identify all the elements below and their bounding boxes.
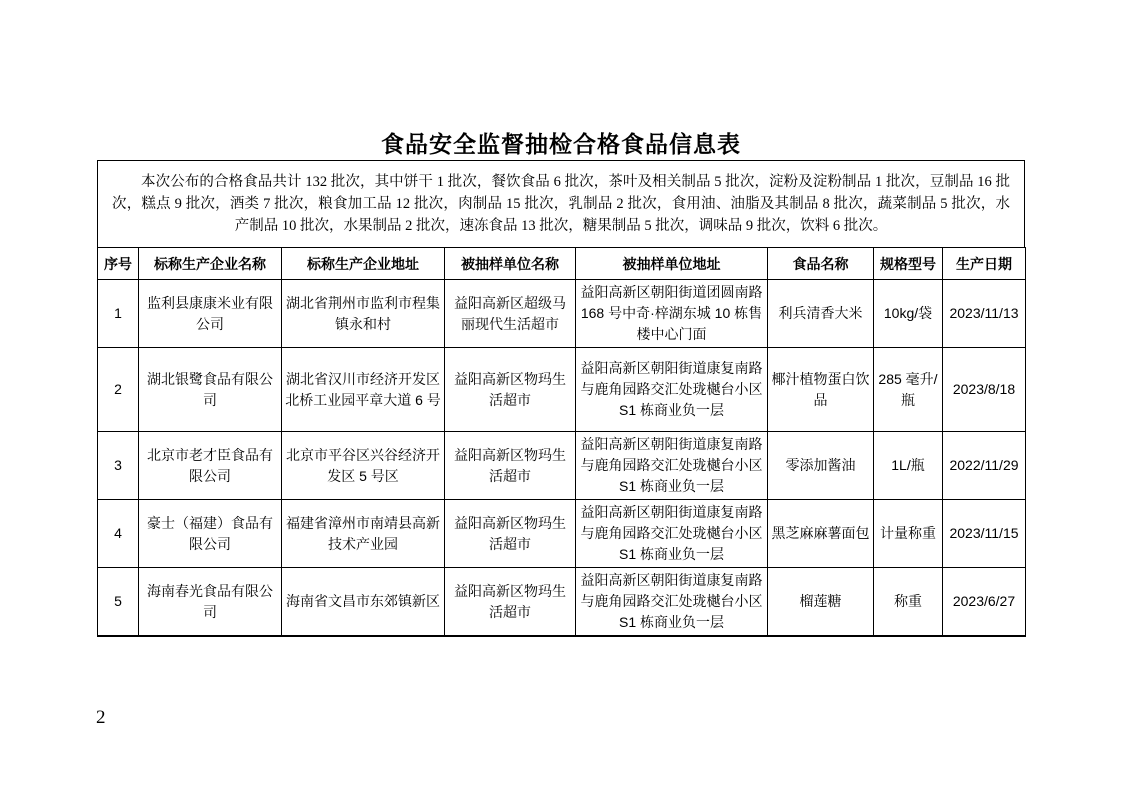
- cell-production-date: 2023/11/15: [943, 500, 1026, 568]
- header-seq: 序号: [98, 248, 139, 280]
- table-row: [98, 280, 1026, 348]
- cell-production-date: 2023/6/27: [943, 568, 1026, 637]
- table-row: [98, 432, 1026, 500]
- page-title: 食品安全监督抽检合格食品信息表: [381, 131, 741, 157]
- cell-producer-name: 湖北银鹭食品有限公司: [139, 348, 282, 432]
- cell-producer-name: 豪士（福建）食品有限公司: [139, 500, 282, 568]
- cell-producer-name: 海南春光食品有限公司: [139, 568, 282, 637]
- cell-production-date: 2022/11/29: [943, 432, 1026, 500]
- cell-producer-address: 北京市平谷区兴谷经济开发区 5 号区: [282, 432, 445, 500]
- cell-seq: 5: [98, 568, 139, 637]
- cell-sampled-unit-address: 益阳高新区朝阳街道康复南路与鹿角园路交汇处珑樾台小区 S1 栋商业负一层: [576, 568, 768, 637]
- cell-food-name: 利兵清香大米: [768, 280, 874, 348]
- cell-sampled-unit-address: 益阳高新区朝阳街道团圆南路 168 号中奇·梓湖东城 10 栋售楼中心门面: [576, 280, 768, 348]
- cell-producer-name: 监利县康康米业有限公司: [139, 280, 282, 348]
- header-production-date: 生产日期: [943, 248, 1026, 280]
- cell-seq: 1: [98, 280, 139, 348]
- intro-summary-paragraph: 本次公布的合格食品共计 132 批次，其中饼干 1 批次，餐饮食品 6 批次，茶叶及相关制品 5 批次，淀粉及淀粉制品 1 批次，豆制品 16 批次，糕点 9 批次，酒类 7 批次，粮食加工品 12 批次，肉制品 15 批次，乳制品 2 批次，食用油、油脂及其制品 8 批次，蔬菜制品 5 批次，水产制品 10 批次，水果制品 2 批次，速冻食品 13 批次，糖果制品 5 批次，调味品 9 批次，饮料 6 批次。: [97, 160, 1025, 248]
- header-sampled-unit-name: 被抽样单位名称: [445, 248, 576, 280]
- cell-sampled-unit-address: 益阳高新区朝阳街道康复南路与鹿角园路交汇处珑樾台小区 S1 栋商业负一层: [576, 500, 768, 568]
- cell-producer-address: 湖北省荆州市监利市程集镇永和村: [282, 280, 445, 348]
- cell-spec-model: 285 毫升/瓶: [874, 348, 943, 432]
- page-number: 2: [96, 707, 106, 728]
- cell-producer-name: 北京市老才臣食品有限公司: [139, 432, 282, 500]
- cell-spec-model: 计量称重: [874, 500, 943, 568]
- cell-producer-address: 海南省文昌市东郊镇新区: [282, 568, 445, 637]
- cell-production-date: 2023/8/18: [943, 348, 1026, 432]
- header-food-name: 食品名称: [768, 248, 874, 280]
- cell-production-date: 2023/11/13: [943, 280, 1026, 348]
- cell-seq: 2: [98, 348, 139, 432]
- table-row: [98, 348, 1026, 432]
- header-sampled-unit-address: 被抽样单位地址: [576, 248, 768, 280]
- cell-seq: 3: [98, 432, 139, 500]
- document-content: [97, 160, 1025, 637]
- cell-sampled-unit-address: 益阳高新区朝阳街道康复南路与鹿角园路交汇处珑樾台小区 S1 栋商业负一层: [576, 348, 768, 432]
- cell-spec-model: 10kg/袋: [874, 280, 943, 348]
- header-producer-name: 标称生产企业名称: [139, 248, 282, 280]
- cell-food-name: 榴莲糖: [768, 568, 874, 637]
- food-info-table: [97, 247, 1026, 637]
- header-spec-model: 规格型号: [874, 248, 943, 280]
- table-row: [98, 500, 1026, 568]
- header-producer-address: 标称生产企业地址: [282, 248, 445, 280]
- cell-producer-address: 福建省漳州市南靖县高新技术产业园: [282, 500, 445, 568]
- table-header-row: [98, 248, 1026, 280]
- cell-spec-model: 称重: [874, 568, 943, 637]
- cell-sampled-unit-address: 益阳高新区朝阳街道康复南路与鹿角园路交汇处珑樾台小区 S1 栋商业负一层: [576, 432, 768, 500]
- cell-food-name: 黑芝麻麻薯面包: [768, 500, 874, 568]
- cell-food-name: 零添加酱油: [768, 432, 874, 500]
- table-row: [98, 568, 1026, 637]
- cell-food-name: 椰汁植物蛋白饮品: [768, 348, 874, 432]
- cell-sampled-unit-name: 益阳高新区物玛生活超市: [445, 568, 576, 637]
- cell-spec-model: 1L/瓶: [874, 432, 943, 500]
- cell-sampled-unit-name: 益阳高新区物玛生活超市: [445, 348, 576, 432]
- cell-seq: 4: [98, 500, 139, 568]
- cell-producer-address: 湖北省汉川市经济开发区北桥工业园平章大道 6 号: [282, 348, 445, 432]
- cell-sampled-unit-name: 益阳高新区物玛生活超市: [445, 432, 576, 500]
- cell-sampled-unit-name: 益阳高新区物玛生活超市: [445, 500, 576, 568]
- cell-sampled-unit-name: 益阳高新区超级马丽现代生活超市: [445, 280, 576, 348]
